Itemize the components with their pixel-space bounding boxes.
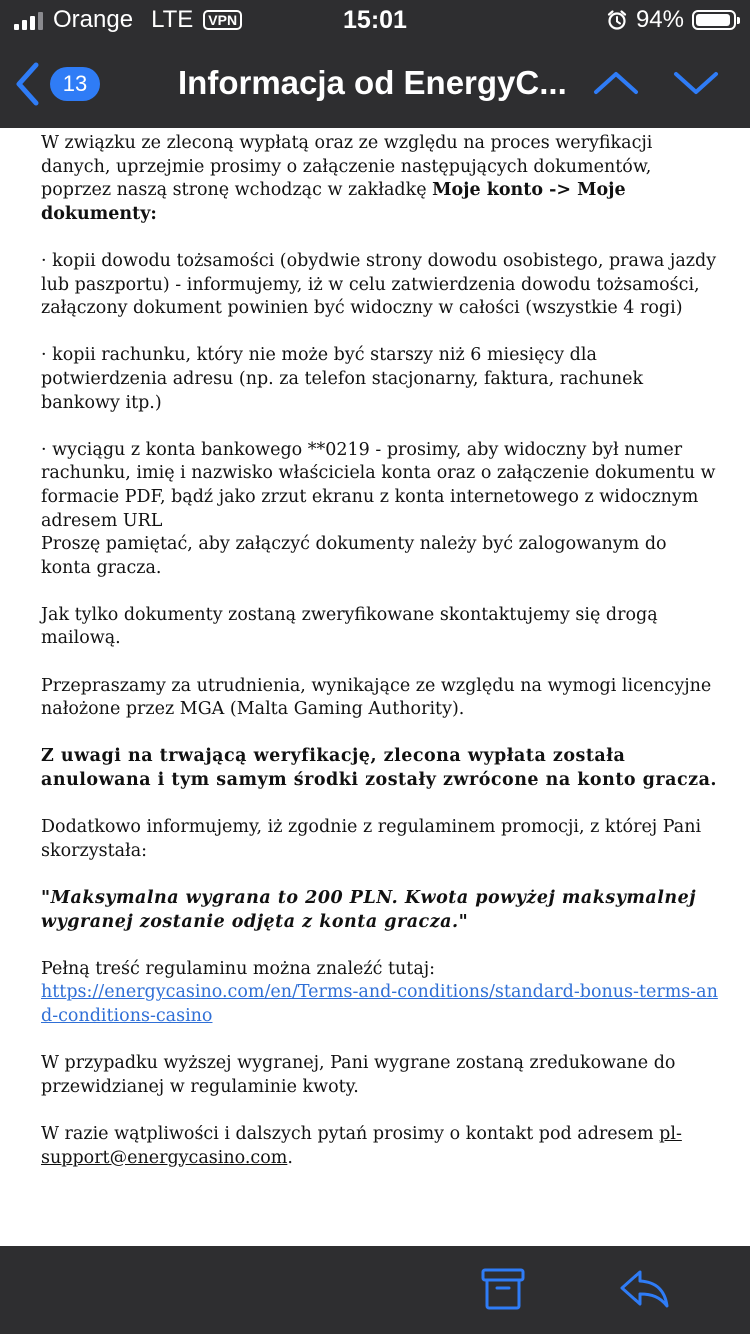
battery-percent: 94% xyxy=(635,6,684,33)
intro-text: W związku ze zleconą wypłatą oraz ze względu na proces weryfikacji danych, uprzejmie prosimy o załączenie następujących dokumentów, poprzez naszą stronę wchodząc w zakładkę xyxy=(41,133,653,201)
unread-count-badge: 13 xyxy=(50,67,100,101)
back-button[interactable] xyxy=(14,60,114,108)
paragraph-address-proof: · kopii rachunku, który nie może być starszy niż 6 miesięcy dla potwierdzenia adresu (np. za telefon stacjonarny, faktura, rachunek bankowy itp.) xyxy=(41,345,644,413)
bottom-toolbar xyxy=(0,1246,750,1334)
paragraph-id-document: · kopii dowodu tożsamości (obydwie strony dowodu osobistego, prawa jazdy lub paszportu) - informujemy, iż w celu zatwierdzenia dowodu tożsamości, załączony dokument powinien być widoczny w całości (wszystkie 4 rogi) xyxy=(41,250,717,319)
next-message-button[interactable] xyxy=(672,62,720,102)
contact-text: W razie wątpliwości i dalszych pytań prosimy o kontakt pod adresem xyxy=(41,1123,660,1144)
carrier-name: Orange xyxy=(53,6,134,33)
bank-statement-text: · wyciągu z konta bankowego **0219 - prosimy, aby widoczny był numer rachunku, imię i nazwisko właściciela konta oraz o załączenie dokumentu w formacie PDF, bądź jako zrzut ekranu z konta internetowego z widocznym adresem URL xyxy=(41,439,716,531)
status-right xyxy=(606,6,736,34)
archive-icon xyxy=(478,1264,528,1314)
status-bar xyxy=(0,0,750,40)
terms-link[interactable]: https://energycasino.com/en/Terms-and-conditions/standard-bonus-terms-and-conditions-casino xyxy=(41,982,718,1026)
chevron-up-icon xyxy=(592,62,640,102)
support-email-link[interactable]: pl-support@energycasino.com xyxy=(41,1123,682,1168)
archive-button[interactable] xyxy=(478,1264,528,1314)
paragraph-higher-win: W przypadku wyższej wygranej, Pani wygrane zostaną zredukowane do przewidzianej w regulaminie kwoty. xyxy=(41,1053,676,1097)
login-reminder-text: Proszę pamiętać, aby załączyć dokumenty należy być zalogowanym do konta gracza. xyxy=(41,534,667,578)
previous-message-button[interactable] xyxy=(592,62,640,102)
paragraph-terms xyxy=(41,958,721,1029)
navigation-bar xyxy=(0,40,750,128)
paragraph-withdrawal-cancelled xyxy=(41,745,721,792)
email-body[interactable] xyxy=(0,128,750,1246)
withdrawal-cancelled-text: Z uwagi na trwającą weryfikację, zlecona wypłata została anulowana i tym samym środki zostały zwrócone na konto gracza. xyxy=(41,746,717,791)
paragraph-apology: Przepraszamy za utrudnienia, wynikające ze względu na wymogi licencyjne nałożone przez MGA (Malta Gaming Authority). xyxy=(41,675,712,720)
reply-icon xyxy=(618,1264,672,1314)
chevron-left-icon xyxy=(14,62,42,106)
chevron-down-icon xyxy=(672,62,720,102)
message-title: Informacja od EnergyC... xyxy=(178,64,567,101)
paragraph-verification-contact: Jak tylko dokumenty zostaną zweryfikowane skontaktujemy się drogą mailową. xyxy=(41,604,658,649)
reply-button[interactable] xyxy=(618,1264,672,1314)
paragraph-promotion-info: Dodatkowo informujemy, iż zgodnie z regulaminem promocji, z której Pani skorzystała: xyxy=(41,817,702,861)
paragraph-intro xyxy=(41,132,721,226)
account-documents-path: Moje konto -> Moje dokumenty: xyxy=(41,180,626,224)
paragraph-max-win-quote xyxy=(41,887,721,934)
vpn-indicator: VPN xyxy=(203,10,242,30)
max-win-quote: "Maksymalna wygrana to 200 PLN. Kwota powyżej maksymalnej wygranej zostanie odjęta z konta gracza." xyxy=(41,888,697,932)
network-type: LTE xyxy=(151,6,194,33)
battery-icon xyxy=(692,10,736,30)
alarm-clock-icon xyxy=(606,9,628,31)
clock: 15:01 xyxy=(343,6,407,34)
terms-text: Pełną treść regulaminu można znaleźć tutaj: xyxy=(41,958,436,979)
paragraph-contact xyxy=(41,1123,721,1170)
email-text xyxy=(41,132,721,1194)
paragraph-bank-statement xyxy=(41,439,721,581)
contact-end: . xyxy=(287,1147,293,1168)
